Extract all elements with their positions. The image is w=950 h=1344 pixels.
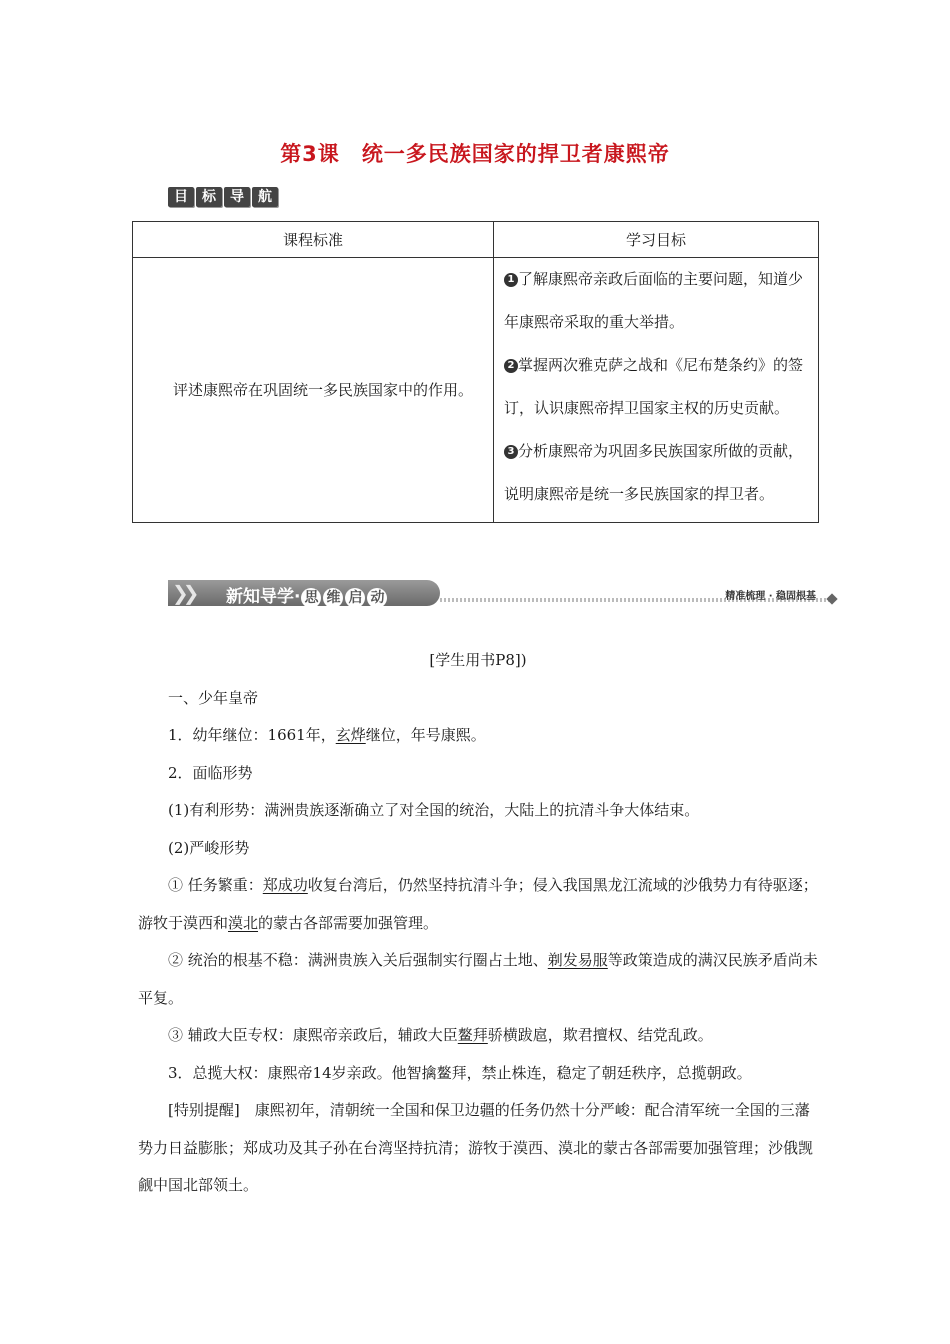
circle-char: 维 (323, 588, 343, 608)
banner-title (226, 582, 388, 608)
badge-char: 目 (168, 187, 194, 207)
objective-item (504, 258, 806, 344)
standard-cell (133, 258, 494, 523)
section-heading: 一、少年皇帝 (168, 688, 259, 707)
banner-dot: · (294, 587, 301, 607)
section-banner (168, 580, 840, 608)
book-reference: [学生用书P8]) (429, 651, 527, 669)
diamond-icon (826, 593, 837, 604)
banner-title-a: 新知导学 (226, 587, 294, 607)
badge-char: 标 (196, 187, 222, 207)
underlined-term: 剃发易服 (547, 951, 608, 969)
section-badge (168, 187, 278, 207)
paragraph: 1．幼年继位：1661年，玄烨继位，年号康熙。 (168, 726, 486, 744)
standard-text: 评述康熙帝在巩固统一多民族国家中的作用。 (173, 381, 474, 399)
page-title (0, 138, 950, 168)
paragraph: 2．面临形势 (168, 763, 253, 782)
special-reminder: [特别提醒] 康熙初年，清朝统一全国和保卫边疆的任务仍然十分严峻：配合清军统一全国的三藩势力日益膨胀；郑成功及其子孙在台湾坚持抗清；游牧于漠西、漠北的蒙古各部需要加强管理；沙俄觊觎中国北部领土。 (138, 1101, 814, 1194)
underlined-term: 郑成功 (262, 876, 308, 894)
number-3-icon: 3 (504, 445, 518, 459)
objective-text: 了解康熙帝亲政后面临的主要问题，知道少年康熙帝采取的重大举措。 (504, 270, 804, 331)
objective-text: 分析康熙帝为巩固多民族国家所做的贡献，说明康熙帝是统一多民族国家的捍卫者。 (504, 442, 804, 503)
circle-char: 思 (301, 588, 321, 608)
banner-bar (168, 580, 440, 606)
underlined-term: 玄烨 (335, 726, 366, 744)
goals-table (132, 221, 819, 523)
objectives-cell (494, 258, 819, 523)
paragraph: 3．总揽大权：康熙帝14岁亲政。他智擒鳌拜，禁止株连，稳定了朝廷秩序，总揽朝政。 (168, 1063, 752, 1082)
paragraph: ① 任务繁重：郑成功收复台湾后，仍然坚持抗清斗争；侵入我国黑龙江流域的沙俄势力有待驱逐；游牧于漠西和漠北的蒙古各部需要加强管理。 (138, 876, 818, 932)
circle-char: 动 (367, 588, 387, 608)
number-1-icon: 1 (504, 273, 518, 287)
circle-char: 启 (345, 588, 365, 608)
paragraph: (1)有利形势：满洲贵族逐渐确立了对全国的统治，大陆上的抗清斗争大体结束。 (168, 801, 700, 819)
objective-item (504, 344, 806, 430)
paragraph: (2)严峻形势 (168, 838, 250, 857)
lesson-name: 统一多民族国家的捍卫者康熙帝 (361, 142, 670, 166)
double-chevron-icon: ❯❯ (172, 581, 194, 605)
underlined-term: 漠北 (228, 913, 259, 932)
lesson-number: 第3课 (280, 142, 340, 166)
number-2-icon: 2 (504, 359, 518, 373)
paragraph: ② 统治的根基不稳：满洲贵族入关后强制实行圈占土地、剃发易服等政策造成的满汉民族矛盾尚未平复。 (138, 951, 818, 1007)
underlined-term: 鳌拜 (457, 1026, 488, 1044)
badge-char: 航 (252, 187, 278, 207)
header-objectives: 学习目标 (494, 222, 819, 258)
main-content (138, 642, 818, 1205)
paragraph: ③ 辅政大臣专权：康熙帝亲政后，辅政大臣鳌拜骄横跋扈，欺君擅权、结党乱政。 (168, 1026, 713, 1044)
banner-subtitle: 精准梳理 · 稳固根基 (725, 591, 816, 602)
badge-char: 导 (224, 187, 250, 207)
header-standard: 课程标准 (133, 222, 494, 258)
objective-item (504, 430, 806, 516)
objective-text: 掌握两次雅克萨之战和《尼布楚条约》的签订，认识康熙帝捍卫国家主权的历史贡献。 (504, 356, 804, 417)
